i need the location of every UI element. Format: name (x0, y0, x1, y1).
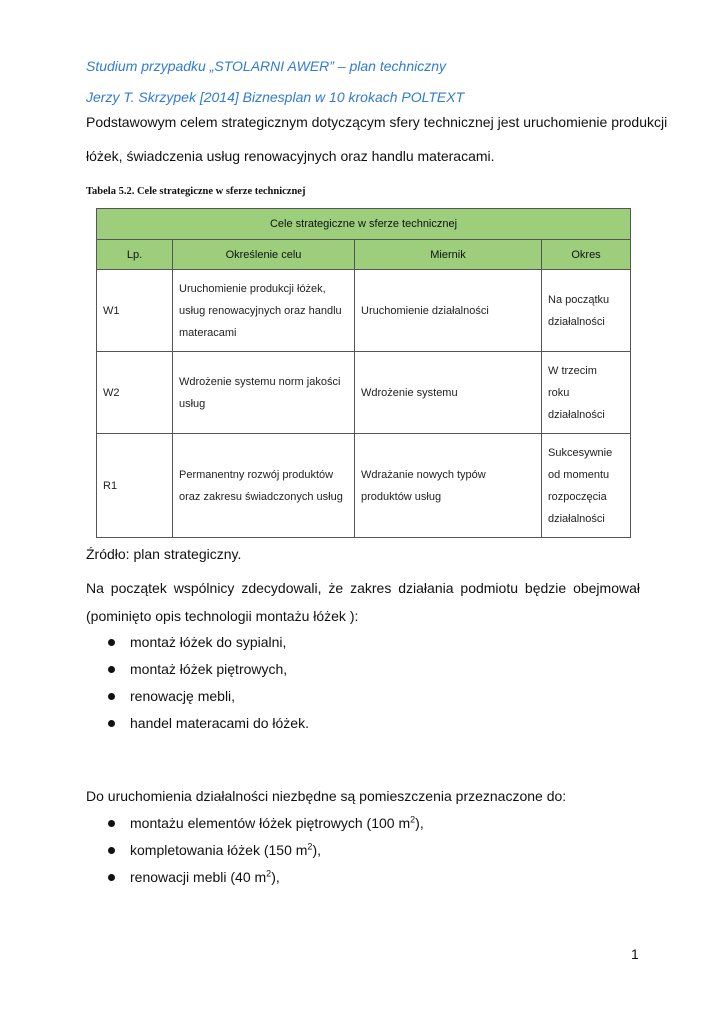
cell-measure (355, 434, 542, 538)
table-title: Cele strategiczne w sferze technicznej (97, 209, 631, 240)
scope-paragraph (86, 574, 640, 630)
column-header-period: Okres (542, 240, 631, 270)
cell-lp: R1 (97, 434, 173, 538)
cell-line: od momentu (548, 468, 610, 481)
bullet-icon (108, 720, 115, 727)
superscript: 2 (307, 841, 313, 852)
list-item-tail: ), (312, 842, 321, 858)
cell-measure (355, 270, 542, 352)
cell-measure (355, 352, 542, 434)
column-header-lp: Lp. (97, 240, 173, 270)
list-item-text: renowację mebli, (130, 688, 236, 704)
cell-line: Wdrażanie nowych typów (361, 468, 486, 481)
cell-line: Sukcesywnie (548, 446, 613, 459)
list-item-text: renowacji mebli (40 m (130, 869, 267, 885)
cell-period (542, 434, 631, 538)
list-item-text: handel materacami do łóżek. (130, 715, 309, 731)
reference-line: Jerzy T. Skrzypek [2014] Biznesplan w 10 krokach POLTEXT (86, 89, 465, 105)
superscript: 2 (266, 868, 272, 879)
table-source: Źródło: plan strategiczny. (86, 546, 242, 562)
cell-line: produktów usług (361, 490, 442, 503)
cell-line: działalności (548, 512, 605, 525)
superscript: 2 (410, 814, 416, 825)
cell-line: W trzecim (548, 364, 597, 377)
page-number: 1 (631, 946, 639, 962)
bullet-icon (108, 639, 115, 646)
cell-line: usług (179, 397, 206, 410)
scope-list (86, 629, 309, 737)
cell-line: roku (548, 386, 570, 399)
bullet-icon (108, 693, 115, 700)
cell-lp: W1 (97, 270, 173, 352)
scope-line-2: (pominięto opis technologii montażu łóżek ): (86, 608, 359, 624)
cell-line: działalności (548, 408, 605, 421)
bullet-icon (108, 874, 115, 881)
scope-line-1: Na początek wspólnicy zdecydowali, że zakres działania podmiotu będzie obejmował (86, 580, 640, 596)
column-header-goal: Określenie celu (173, 240, 355, 270)
cell-line: Na początku (548, 293, 610, 306)
bullet-icon (108, 666, 115, 673)
cell-line: Wdrożenie systemu (361, 386, 458, 399)
cell-line: działalności (548, 315, 605, 328)
cell-goal (173, 270, 355, 352)
cell-line: Wdrożenie systemu norm jakości (179, 375, 341, 388)
cell-line: rozpoczęcia (548, 490, 607, 503)
table-row (97, 270, 631, 352)
cell-period (542, 352, 631, 434)
list-item-text: montażu elementów łóżek piętrowych (100 m (130, 815, 411, 831)
cell-period (542, 270, 631, 352)
table-caption: Tabela 5.2. Cele strategiczne w sferze technicznej (86, 186, 306, 197)
cell-line: Uruchomienie działalności (361, 304, 489, 317)
cell-line: Uruchomienie produkcji łóżek, (179, 282, 326, 295)
list-item-text: kompletowania łóżek (150 m (130, 842, 308, 858)
intro-paragraph (86, 108, 668, 170)
cell-line: materacami (179, 326, 237, 339)
list-item (86, 810, 424, 837)
list-item-text: montaż łóżek piętrowych, (130, 661, 288, 677)
intro-line-2: łóżek, świadczenia usług renowacyjnych oraz handlu materacami. (86, 148, 495, 164)
cell-goal (173, 434, 355, 538)
cell-line: Permanentny rozwój produktów (179, 468, 334, 481)
cell-line: usług renowacyjnych oraz handlu (179, 304, 342, 317)
intro-line-1: Podstawowym celem strategicznym dotyczącym sfery technicznej jest uruchomienie produkcji (86, 114, 668, 130)
cell-lp: W2 (97, 352, 173, 434)
rooms-list (86, 810, 424, 891)
list-item (86, 837, 424, 864)
list-item (86, 629, 309, 656)
strategic-goals-table (96, 208, 631, 538)
table-row (97, 352, 631, 434)
list-item (86, 683, 309, 710)
list-item (86, 656, 309, 683)
list-item-tail: ), (415, 815, 424, 831)
case-study-title: Studium przypadku „STOLARNI AWER” – plan techniczny (86, 58, 447, 74)
list-item-text: montaż łóżek do sypialni, (130, 634, 287, 650)
table-row (97, 434, 631, 538)
list-item (86, 864, 424, 891)
rooms-intro: Do uruchomienia działalności niezbędne są pomieszczenia przeznaczone do: (86, 788, 567, 804)
list-item-tail: ), (271, 869, 280, 885)
column-header-measure: Miernik (355, 240, 542, 270)
cell-goal (173, 352, 355, 434)
list-item (86, 710, 309, 737)
bullet-icon (108, 847, 115, 854)
bullet-icon (108, 820, 115, 827)
cell-line: oraz zakresu świadczonych usług (179, 490, 343, 503)
